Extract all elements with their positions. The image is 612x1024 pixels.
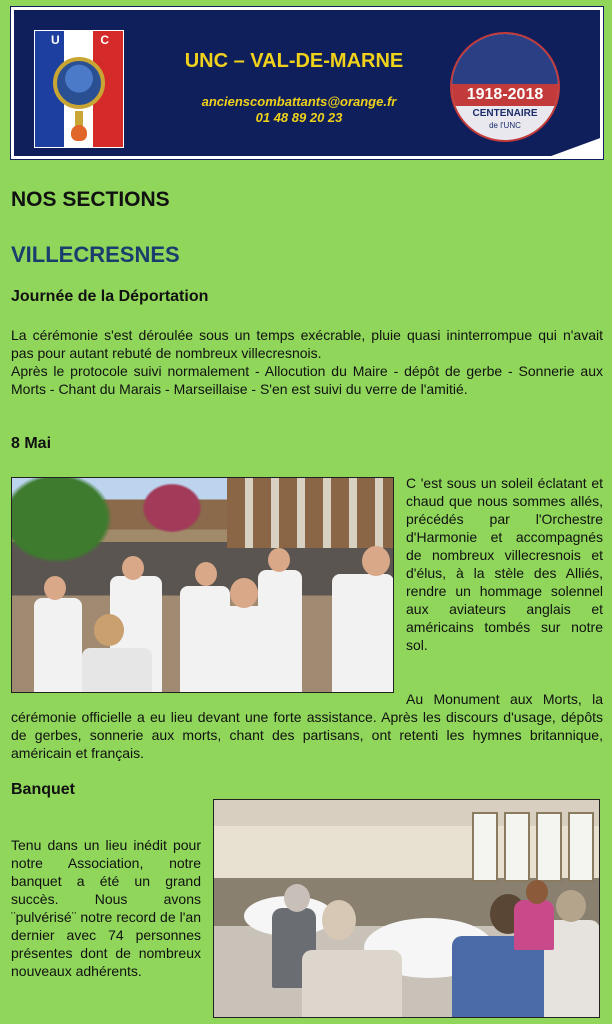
flag-letters: UNC: [51, 33, 125, 47]
deportation-paragraph-1: La cérémonie s'est déroulée sous un temps exécrable, pluie quasi ininterrompue qui n'avait pas pour autant rebuté de nombreux villecresnois.: [11, 327, 603, 361]
unc-flag-logo: [34, 30, 124, 148]
section-heading: NOS SECTIONS: [11, 188, 170, 211]
mai8-side-text: C 'est sous un soleil éclatant et chaud que nous sommes allés, précédés par l'Orchestre d'Harmonie et accompagnés de nombreux villecresnois et d'élus, à la stèle des Alliés, rendre un hommage solennel aux aviateurs anglais et américains tombés sur notre sol.: [406, 475, 603, 653]
seal-caption: CENTENAIRE: [472, 108, 538, 119]
seal-helmets-icon: [452, 34, 558, 84]
seal-years: 1918-2018: [452, 84, 558, 106]
centenary-seal: [450, 32, 560, 142]
town-hall-building: [227, 478, 394, 548]
mai8-title: 8 Mai: [11, 435, 52, 452]
banner-title: UNC – VAL-DE-MARNE: [184, 50, 404, 72]
header-banner: [11, 7, 603, 159]
flame-icon: [71, 125, 87, 141]
seal-subcaption: de l'UNC: [489, 121, 521, 130]
emblem-icon: [53, 57, 105, 109]
page-fold-decoration: [543, 137, 603, 159]
city-heading: VILLECRESNES: [11, 242, 180, 267]
deportation-title: Journée de la Déportation: [11, 288, 209, 305]
contact-email[interactable]: ancienscombattants@orange.fr: [201, 94, 397, 109]
deportation-paragraph-2: Après le protocole suivi normalement - Allocution du Maire - dépôt de gerbe - Sonnerie aux Morts - Chant du Marais - Marseillaise - S'en est suivi du verre de l'amitié.: [11, 363, 603, 397]
contact-phone: 01 48 89 20 23: [255, 110, 343, 125]
banquet-photo: [213, 799, 600, 1018]
banquet-side-text: Tenu dans un lieu inédit pour notre Association, notre banquet a été un grand succès. Nous avons ¨pulvérisé¨ notre record de l'an dernier avec 74 personnes présentes dont de nombreux nouveaux adhérents.: [11, 837, 201, 979]
ceremony-photo: [11, 477, 394, 693]
banquet-title: Banquet: [11, 781, 75, 798]
mai8-paragraph: Au Monument aux Morts, la cérémonie officielle a eu lieu devant une forte assistance. Après les discours d'usage, dépôts de gerbes, sonnerie aux morts, chant des partisans, ont retenti les hymnes britannique, américain et français.: [11, 691, 603, 761]
